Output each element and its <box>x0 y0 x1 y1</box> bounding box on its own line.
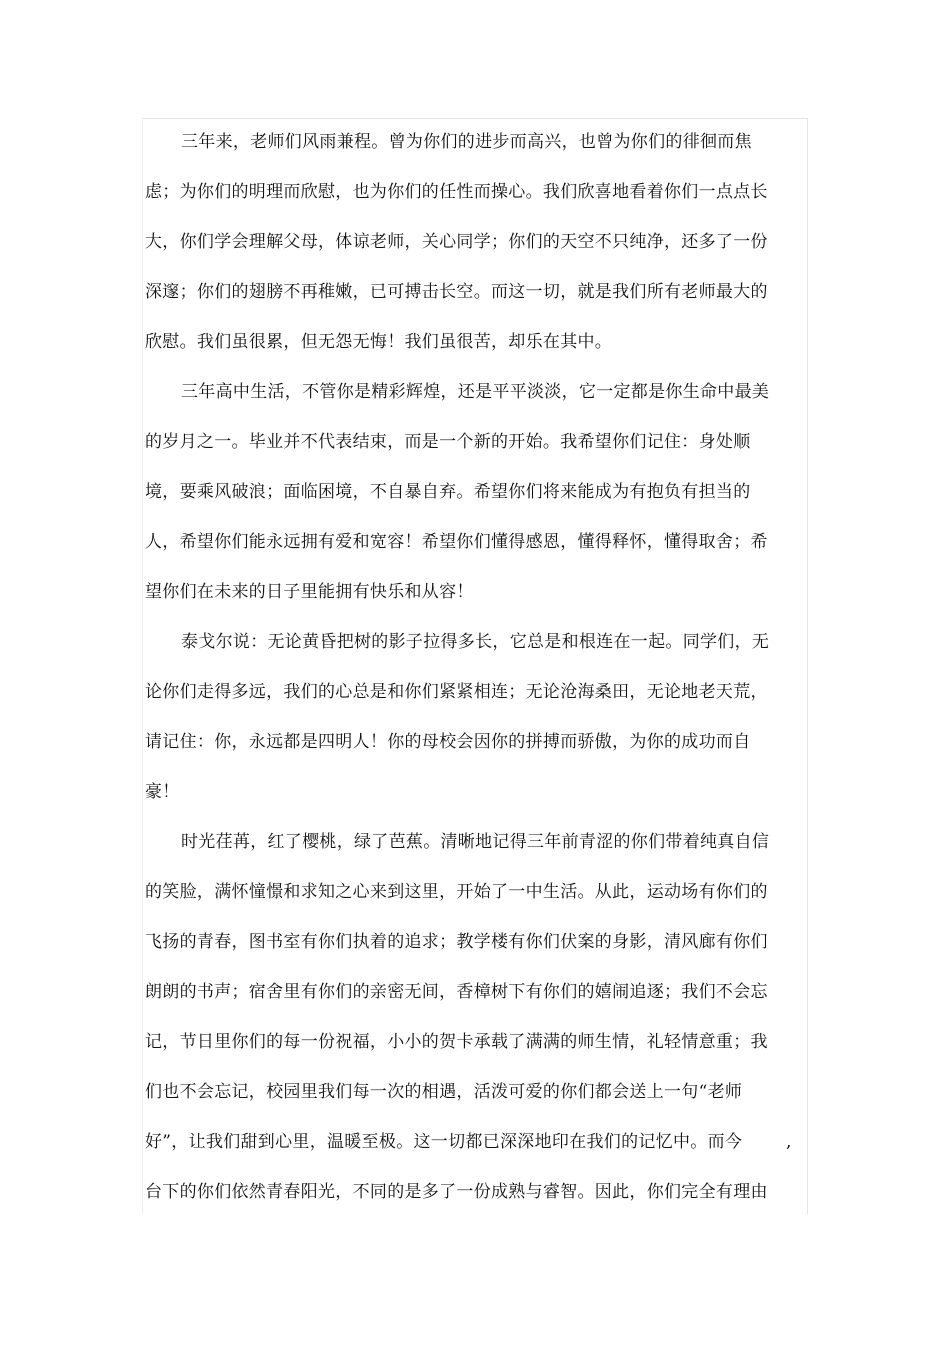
paragraph-3-line-1: 泰戈尔说：无论黄昏把树的影子拉得多长，它总是和根连在一起。同学们，无 <box>181 632 770 652</box>
stray-comma: , <box>786 1132 792 1152</box>
paragraph-4-line-1: 时光荏苒，红了樱桃，绿了芭蕉。清晰地记得三年前青涩的你们带着纯真自信 <box>181 832 770 852</box>
paragraph-2-line-4: 人，希望你们能永远拥有爱和宽容！希望你们懂得感恩，懂得释怀，懂得取舍；希 <box>145 532 768 552</box>
paragraph-1-line-1: 三年来，老师们风雨兼程。曾为你们的进步而高兴，也曾为你们的徘徊而焦 <box>181 132 752 152</box>
paragraph-2-line-3: 境，要乘风破浪；面临困境，不自暴自弃。希望你们将来能成为有抱负有担当的 <box>145 482 751 502</box>
paragraph-2-line-1: 三年高中生活，不管你是精彩辉煌，还是平平淡淡，它一定都是你生命中最美 <box>181 382 770 402</box>
paragraph-4-line-6: 们也不会忘记，校园里我们每一次的相遇，活泼可爱的你们都会送上一句“老师 <box>145 1082 743 1102</box>
paragraph-3-line-4: 豪！ <box>145 782 180 802</box>
paragraph-3-line-2: 论你们走得多远，我们的心总是和你们紧紧相连；无论沧海桑田，无论地老天荒， <box>145 682 768 702</box>
paragraph-4-line-4: 朗朗的书声；宿舍里有你们的亲密无间，香樟树下有你们的嬉闹追逐；我们不会忘 <box>145 982 768 1002</box>
paragraph-1-line-2: 虑；为你们的明理而欣慰，也为你们的任性而操心。我们欣喜地看着你们一点点长 <box>145 182 768 202</box>
paragraph-4-line-2: 的笑脸，满怀憧憬和求知之心来到这里，开始了一中生活。从此，运动场有你们的 <box>145 882 768 902</box>
paragraph-4-line-3: 飞扬的青春，图书室有你们执着的追求；教学楼有你们伏案的身影，清风廊有你们 <box>145 932 768 952</box>
paragraph-1-line-3: 大，你们学会理解父母，体谅老师，关心同学；你们的天空不只纯净，还多了一份 <box>145 232 768 252</box>
paragraph-4-line-7: 好”，让我们甜到心里，温暖至极。这一切都已深深地印在我们的记忆中。而今 <box>145 1132 743 1152</box>
paragraph-1-line-4: 深邃；你们的翅膀不再稚嫩，已可搏击长空。而这一切，就是我们所有老师最大的 <box>145 282 768 302</box>
paragraph-4-line-8: 台下的你们依然青春阳光，不同的是多了一份成熟与睿智。因此，你们完全有理由 <box>145 1182 768 1202</box>
paragraph-3-line-3: 请记住：你，永远都是四明人！你的母校会因你的拼搏而骄傲，为你的成功而自 <box>145 732 751 752</box>
paragraph-4-line-5: 记，节日里你们的每一份祝福，小小的贺卡承载了满满的师生情，礼轻情意重；我 <box>145 1032 768 1052</box>
paragraph-2-line-2: 的岁月之一。毕业并不代表结束，而是一个新的开始。我希望你们记住：身处顺 <box>145 432 751 452</box>
paragraph-1-line-5: 欣慰。我们虽很累，但无怨无悔！我们虽很苦，却乐在其中。 <box>145 332 613 352</box>
paragraph-2-line-5: 望你们在未来的日子里能拥有快乐和从容！ <box>145 582 474 602</box>
